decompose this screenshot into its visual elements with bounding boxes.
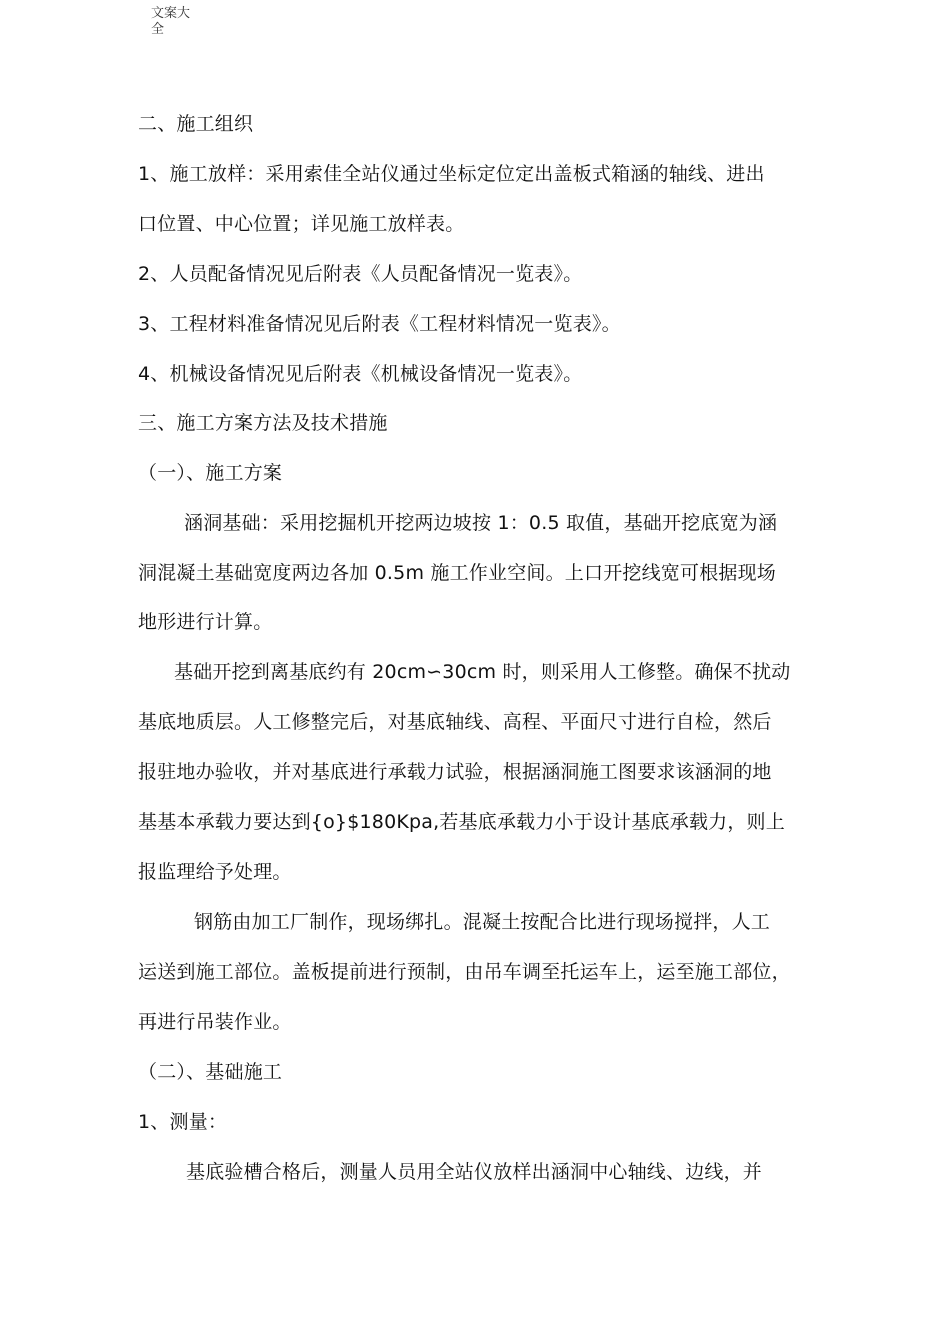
section-heading: 三、施工方案方法及技术措施 <box>138 412 388 434</box>
header-mark-line-2: 全 <box>151 22 165 37</box>
paragraph-line: 涵洞基础：采用挖掘机开挖两边坡按 1：0.5 取值，基础开挖底宽为涵 <box>184 512 778 534</box>
paragraph-line: 2、人员配备情况见后附表《人员配备情况一览表》。 <box>138 263 583 285</box>
paragraph-line: 1、施工放样：采用索佳全站仪通过坐标定位定出盖板式箱涵的轴线、进出 <box>138 163 765 185</box>
header-mark <box>151 6 201 38</box>
paragraph-line: 地形进行计算。 <box>138 611 273 633</box>
paragraph-line: 基底地质层。人工修整完后，对基底轴线、高程、平面尺寸进行自检，然后 <box>138 711 772 733</box>
paragraph-line: 再进行吊装作业。 <box>138 1011 292 1033</box>
paragraph-line: 基础开挖到离基底约有 20cm∽30cm 时，则采用人工修整。确保不扰动 <box>174 661 791 683</box>
paragraph-line: 基底验槽合格后，测量人员用全站仪放样出涵洞中心轴线、边线，并 <box>186 1161 763 1183</box>
paragraph-line: 报驻地办验收，并对基底进行承载力试验，根据涵洞施工图要求该涵洞的地 <box>138 761 772 783</box>
paragraph-line: 基基本承载力要达到{o}$180Kpa,若基底承载力小于设计基底承载力，则上 <box>138 811 785 833</box>
paragraph-line: 洞混凝土基础宽度两边各加 0.5m 施工作业空间。上口开挖线宽可根据现场 <box>138 562 777 584</box>
subsection-heading: （一）、施工方案 <box>138 462 283 484</box>
section-heading: 二、施工组织 <box>138 113 254 135</box>
paragraph-line: 3、工程材料准备情况见后附表《工程材料情况一览表》。 <box>138 313 621 335</box>
paragraph-line: 1、测量： <box>138 1111 228 1133</box>
paragraph-line: 4、机械设备情况见后附表《机械设备情况一览表》。 <box>138 363 583 385</box>
subsection-heading: （二）、基础施工 <box>138 1061 283 1083</box>
paragraph-line: 运送到施工部位。盖板提前进行预制，由吊车调至托运车上，运至施工部位， <box>138 961 791 983</box>
header-mark-line-1: 文案大 <box>151 6 191 21</box>
paragraph-line: 报监理给予处理。 <box>138 861 292 883</box>
paragraph-line: 钢筋由加工厂制作，现场绑扎。混凝土按配合比进行现场搅拌，人工 <box>194 911 771 933</box>
paragraph-line: 口位置、中心位置；详见施工放样表。 <box>138 213 465 235</box>
